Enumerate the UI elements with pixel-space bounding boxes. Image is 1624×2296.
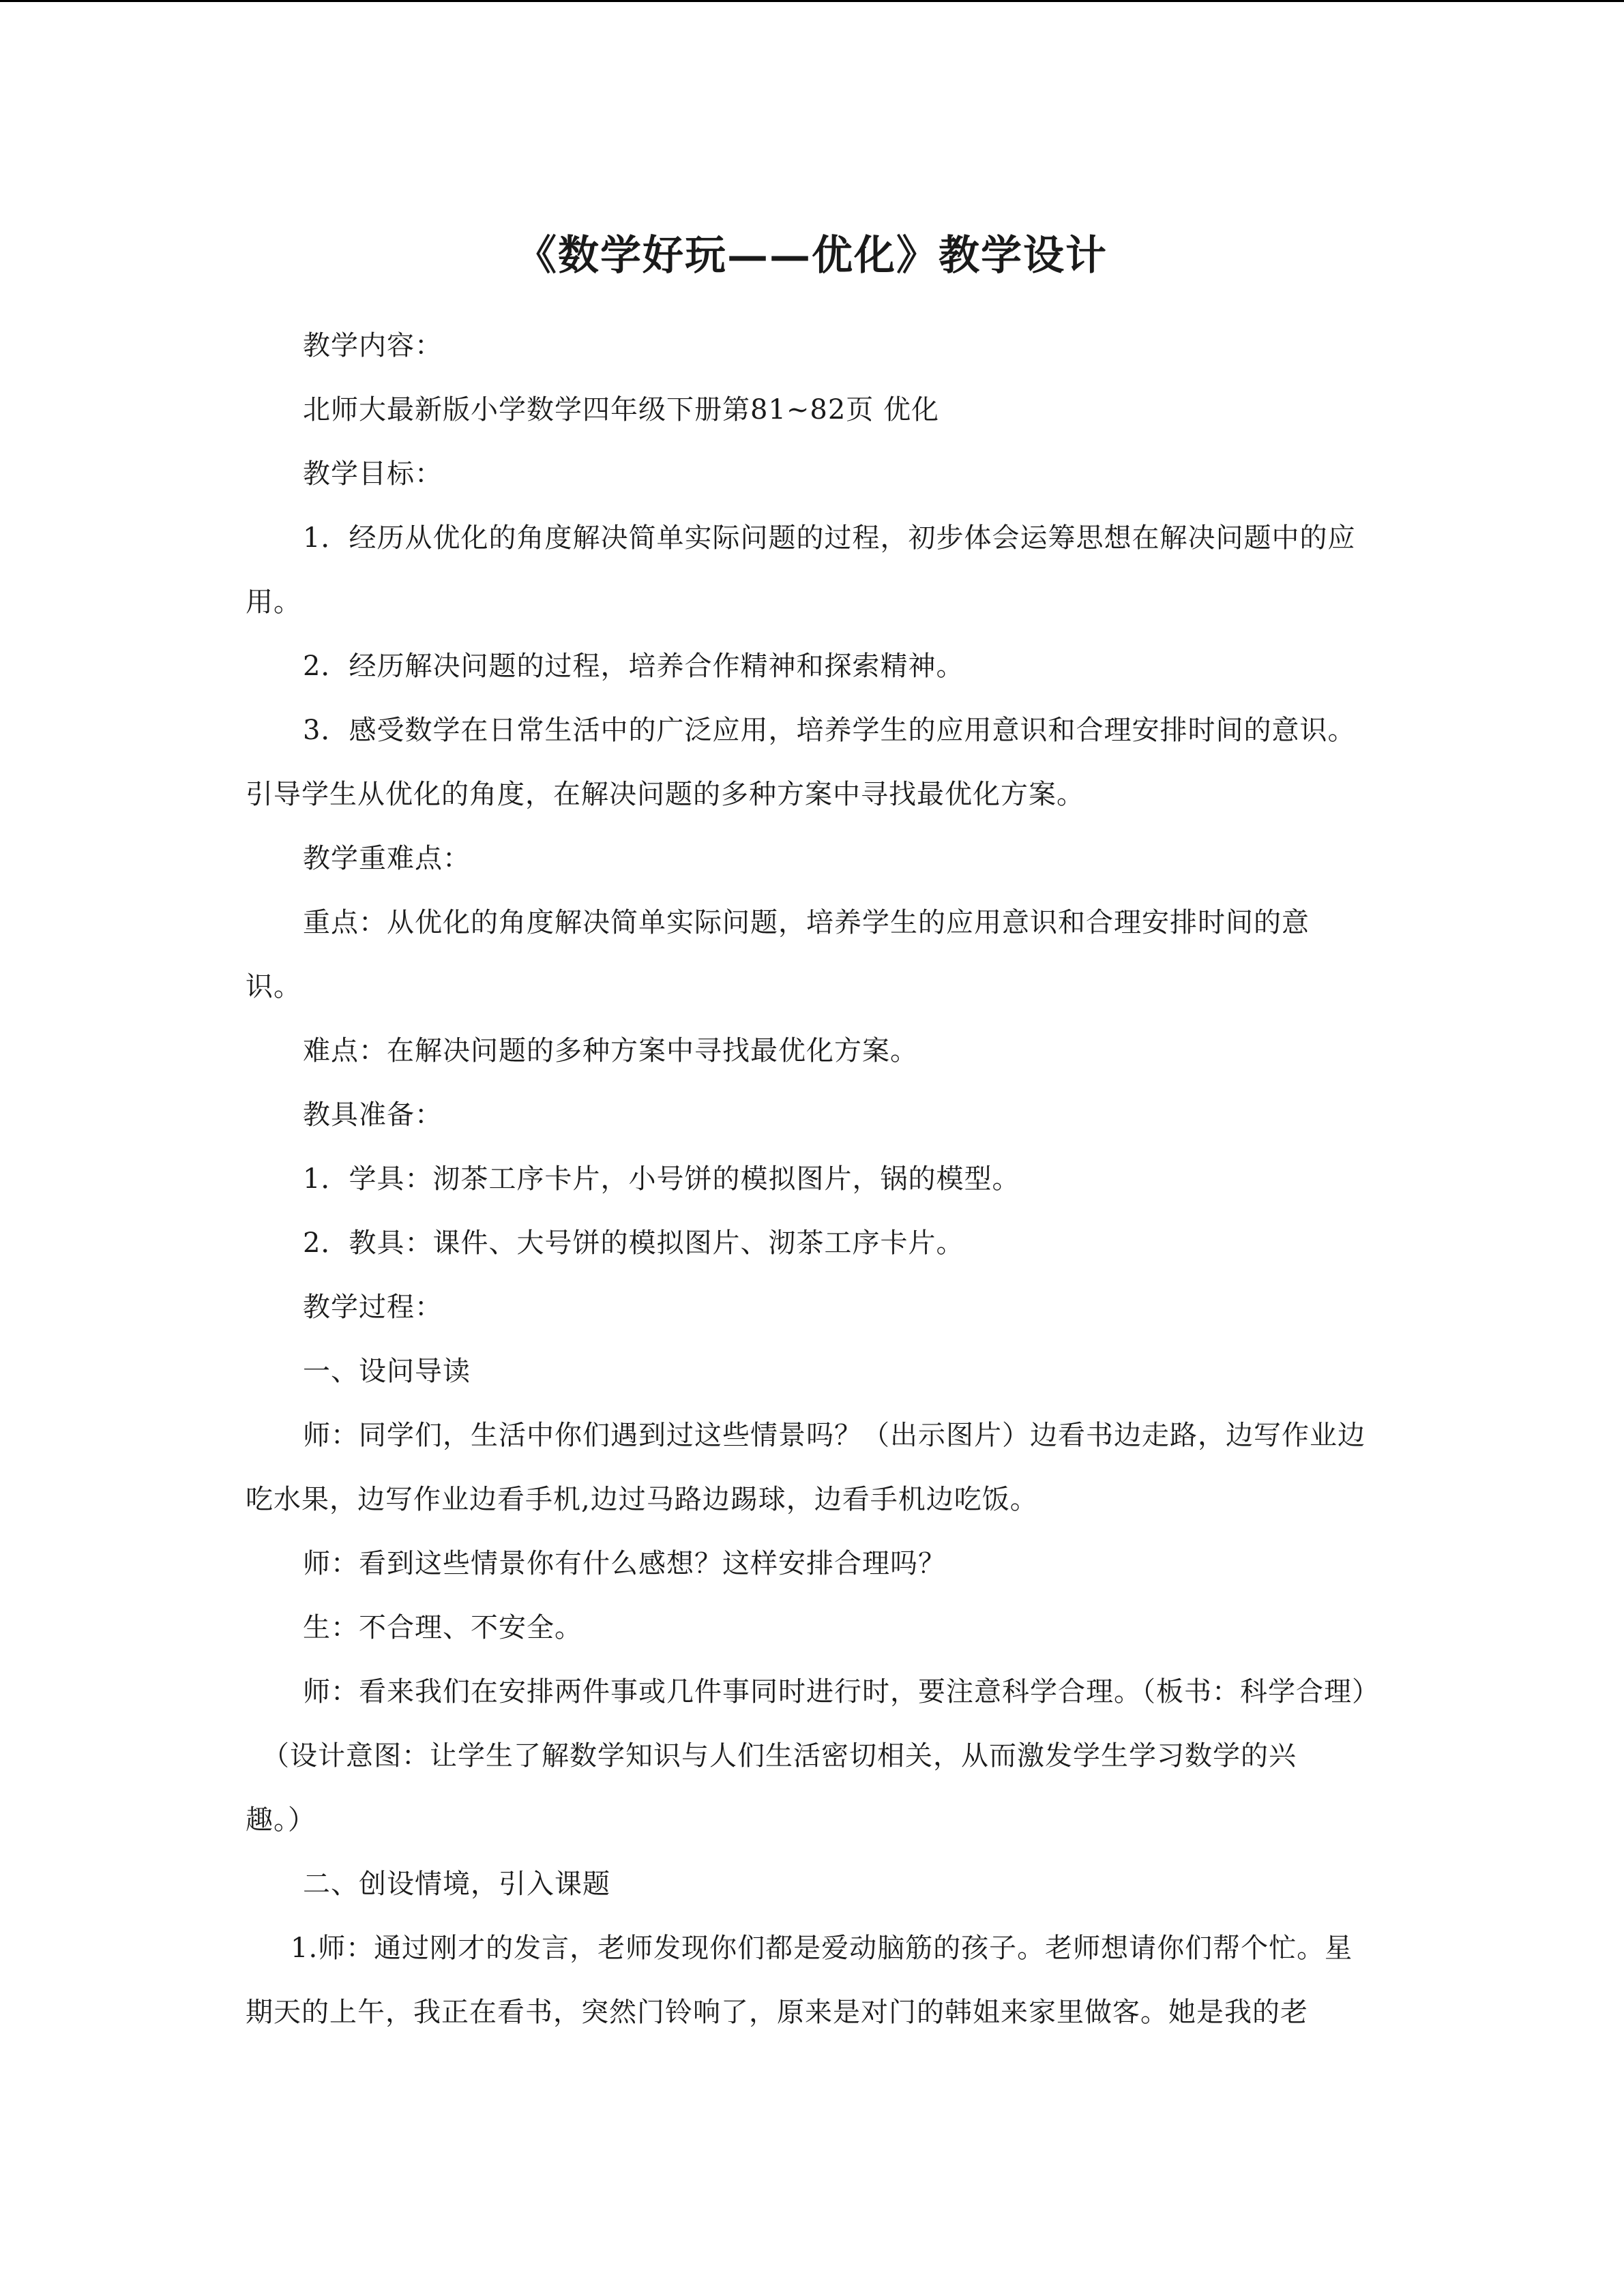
goal-3: 3．感受数学在日常生活中的广泛应用，培养学生的应用意识和合理安排时间的意识。引导学生从优化的角度，在解决问题的多种方案中寻找最优化方案。 xyxy=(246,715,1356,810)
teacher-line-2: 师：看到这些情景你有什么感想？这样安排合理吗？ xyxy=(303,1548,946,1579)
teacher-line-3: 师：看来我们在安排两件事或几件事同时进行时，要注意科学合理。（板书：科学合理） xyxy=(303,1676,1380,1708)
design-intent: （设计意图：让学生了解数学知识与人们生活密切相关，从而激发学生学习数学的兴趣。） xyxy=(246,1740,1297,1836)
teacher-line-1: 师：同学们，生活中你们遇到过这些情景吗？（出示图片）边看书边走路，边写作业边吃水果，边写作业边看手机,边过马路边踢球，边看手机边吃饭。 xyxy=(246,1420,1365,1515)
teacher-line-4: 1.师：通过刚才的发言，老师发现你们都是爱动脑筋的孩子。老师想请你们帮个忙。星期天的上午，我正在看书，突然门铃响了，原来是对门的韩姐来家里做客。她是我的老 xyxy=(246,1933,1353,2028)
document-title: 《数学好玩——优化》教学设计 xyxy=(516,232,1108,280)
page-top-border xyxy=(0,0,1624,2)
process-heading: 教学过程： xyxy=(303,1292,443,1323)
tools-2: 2．教具：课件、大号饼的模拟图片、沏茶工序卡片。 xyxy=(303,1227,964,1259)
difficulty: 难点：在解决问题的多种方案中寻找最优化方案。 xyxy=(303,1035,918,1067)
content-text: 北师大最新版小学数学四年级下册第81~82页 优化 xyxy=(303,394,940,426)
goals-heading: 教学目标： xyxy=(303,458,443,490)
goal-1: 1．经历从优化的角度解决简单实际问题的过程，初步体会运筹思想在解决问题中的应用。 xyxy=(246,522,1356,618)
key-heading: 教学重难点： xyxy=(303,843,471,874)
section-1-heading: 一、设问导读 xyxy=(303,1356,471,1387)
section-2-heading: 二、创设情境，引入课题 xyxy=(303,1868,610,1900)
content-heading: 教学内容： xyxy=(303,330,443,361)
goal-2: 2．经历解决问题的过程，培养合作精神和探索精神。 xyxy=(303,651,964,682)
tools-1: 1．学具：沏茶工序卡片，小号饼的模拟图片，锅的模型。 xyxy=(303,1163,1020,1195)
student-line-1: 生：不合理、不安全。 xyxy=(303,1612,582,1643)
key-point: 重点：从优化的角度解决简单实际问题，培养学生的应用意识和合理安排时间的意识。 xyxy=(246,907,1310,1002)
document-page xyxy=(246,225,1378,2044)
tools-heading: 教具准备： xyxy=(303,1099,443,1131)
